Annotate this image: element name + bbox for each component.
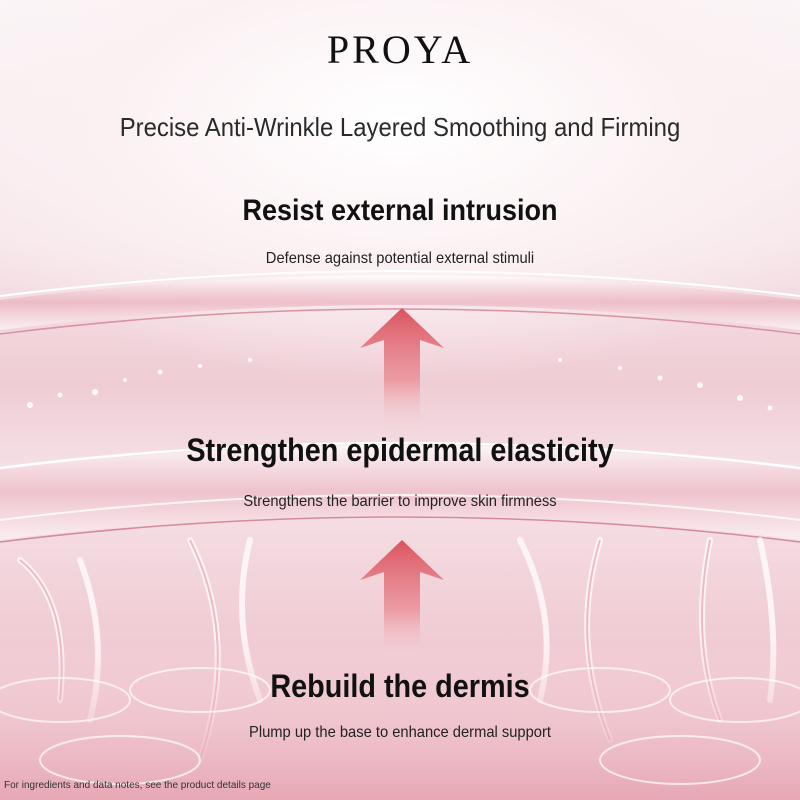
up-arrow-icon xyxy=(360,308,444,428)
up-arrow-icon xyxy=(360,540,444,658)
footnote: For ingredients and data notes, see the product details page xyxy=(4,780,271,791)
page-headline: Precise Anti-Wrinkle Layered Smoothing and Firming xyxy=(119,112,681,142)
brand-logo: PROYA xyxy=(326,27,474,72)
layer-title-epidermis: Strengthen epidermal elasticity xyxy=(186,432,614,468)
layer-title-dermis: Rebuild the dermis xyxy=(270,668,530,704)
layer-subtitle-barrier: Defense against potential external stimuli xyxy=(265,250,535,267)
layer-title-barrier: Resist external intrusion xyxy=(242,194,558,227)
layer-subtitle-epidermis: Strengthens the barrier to improve skin firmness xyxy=(243,493,557,510)
layer-subtitle-dermis: Plump up the base to enhance dermal support xyxy=(249,724,551,741)
